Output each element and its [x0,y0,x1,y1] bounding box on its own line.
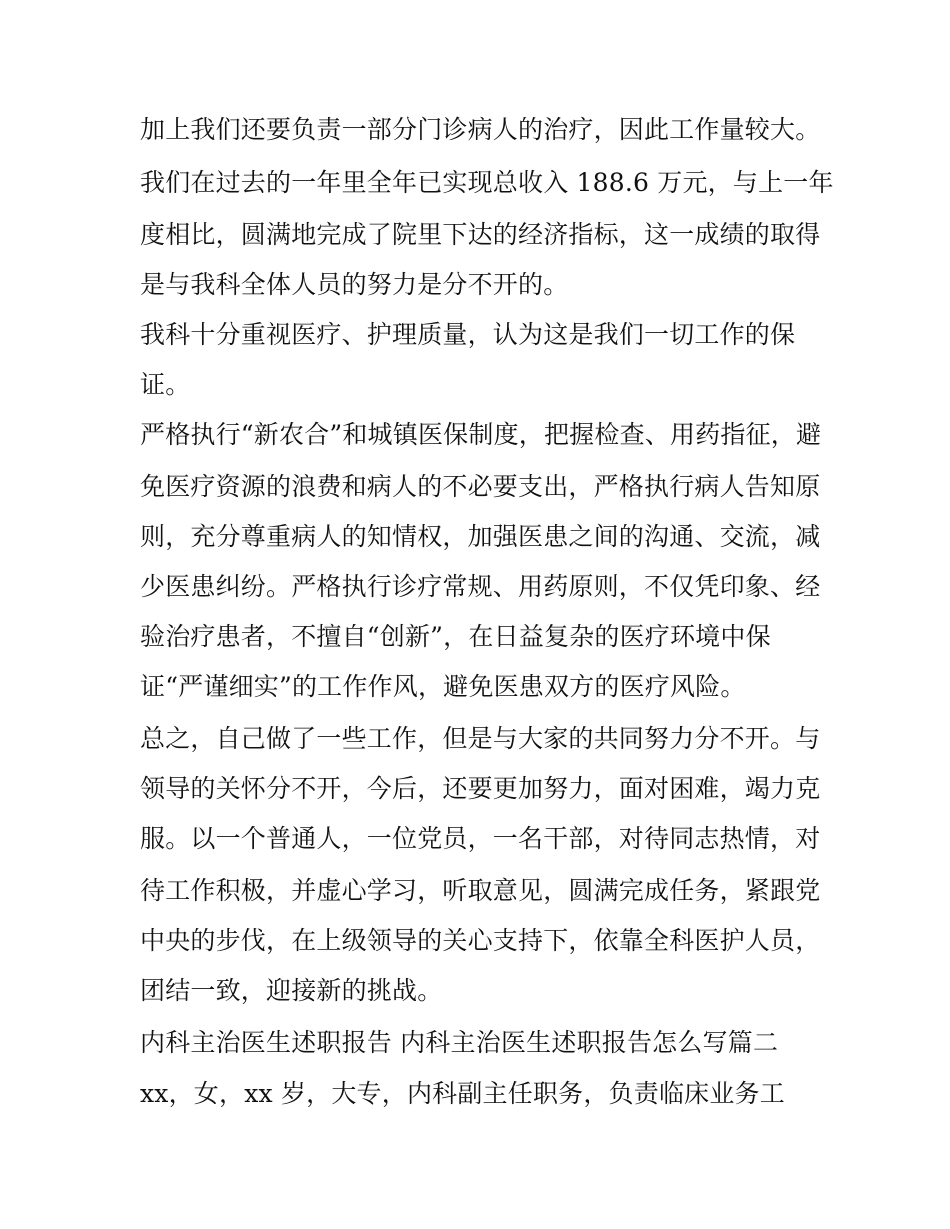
text-line-4: 是与我科全体人员的努力是分不开的。 [140,270,569,299]
text-line-7: 严格执行“新农合”和城镇医保制度，把握检查、用药指征，避 [140,420,822,449]
text-line-17: 中央的步伐，在上级领导的关心支持下，依靠全科医护人员， [140,926,821,955]
text-line-18: 团结一致，迎接新的挑战。 [140,976,443,1005]
text-line-19: 内科主治医生述职报告 内科主治医生述职报告怎么写篇二 [140,1028,779,1057]
text-line-10: 少医患纠纷。严格执行诊疗常规、用药原则，不仅凭印象、经 [140,572,821,601]
text-line-11: 验治疗患者，不擅自“创新”，在日益复杂的医疗环境中保 [140,622,771,651]
text-line-2: 我们在过去的一年里全年已实现总收入 188.6 万元，与上一年 [140,168,834,197]
text-line-3: 度相比，圆满地完成了院里下达的经济指标，这一成绩的取得 [140,220,821,249]
text-line-16: 待工作积极，并虚心学习，听取意见，圆满完成任务，紧跟党 [140,876,821,905]
text-line-13: 总之，自己做了一些工作，但是与大家的共同努力分不开。与 [140,724,821,753]
text-line-1: 加上我们还要负责一部分门诊病人的治疗，因此工作量较大。 [140,115,821,144]
text-line-8: 免医疗资源的浪费和病人的不必要支出，严格执行病人告知原 [140,472,821,501]
text-line-12: 证“严谨细实”的工作作风，避免医患双方的医疗风险。 [140,672,746,701]
text-line-9: 则，充分尊重病人的知情权，加强医患之间的沟通、交流，减 [140,522,821,551]
text-line-6: 证。 [140,370,191,399]
text-line-14: 领导的关怀分不开，今后，还要更加努力，面对困难，竭力克 [140,774,821,803]
text-line-20: xx，女，xx 岁，大专，内科副主任职务，负责临床业务工 [140,1079,785,1108]
text-line-15: 服。以一个普通人，一位党员，一名干部，对待同志热情，对 [140,824,821,853]
text-line-5: 我科十分重视医疗、护理质量，认为这是我们一切工作的保 [140,320,796,349]
